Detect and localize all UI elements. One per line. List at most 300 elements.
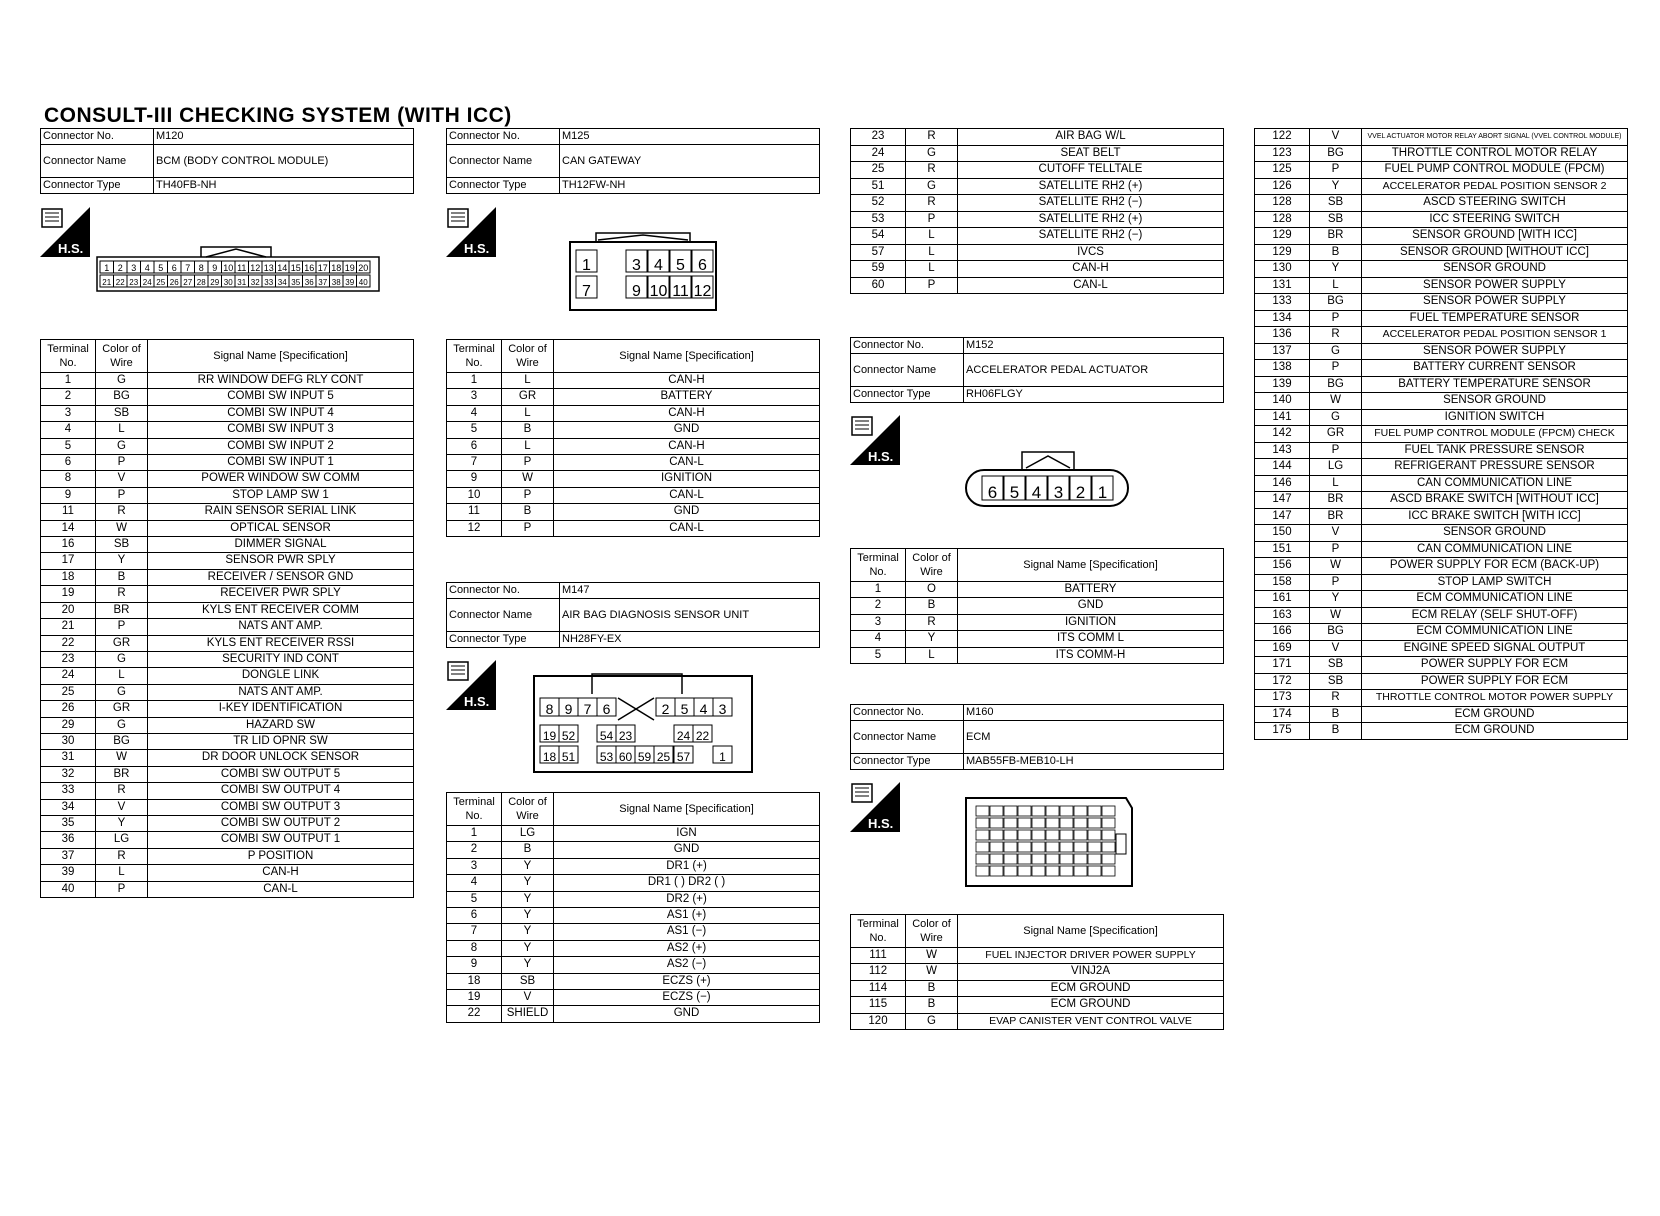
wire-color: BG [1310,294,1362,311]
terminal-no: 144 [1255,459,1310,476]
wire-color: BG [1310,145,1362,162]
signal-name: OPTICAL SENSOR [148,520,414,536]
table-row [447,826,820,842]
pin-number: 22 [115,278,125,287]
wire-color: Y [502,908,554,924]
label-connector-name: Connector Name [447,599,560,632]
signal-name: COMBI SW INPUT 4 [148,405,414,421]
terminal-no: 23 [851,129,906,146]
signal-name: SEAT BELT [958,145,1224,162]
table-row [1255,162,1628,179]
table-row [851,195,1224,212]
table-row [851,948,1224,964]
pin-cell [1060,866,1073,876]
pin-number: 9 [212,263,218,273]
pin-cell [1004,866,1017,876]
table-row [41,717,414,733]
signal-name: DR1 (+) [554,858,820,874]
wire-color: B [1310,723,1362,740]
terminal-no: 8 [447,940,502,956]
m125-connector-diagram [568,232,720,312]
wire-color: P [1310,442,1362,459]
wire-color: W [96,750,148,766]
wire-color: SB [502,973,554,989]
table-row [1255,706,1628,723]
signal-name: ECZS (−) [554,990,820,1006]
terminal-no: 128 [1255,195,1310,212]
signal-name: POWER SUPPLY FOR ECM [1362,657,1628,674]
signal-name: SATELLITE RH2 (−) [958,195,1224,212]
table-row [851,631,1224,647]
pin-number: 2 [661,701,670,717]
label-connector-type: Connector Type [447,632,560,648]
terminal-no: 2 [851,598,906,614]
signal-name: IGNITION SWITCH [1362,409,1628,426]
m147-connector-diagram [532,670,754,774]
pin-number: 8 [198,263,204,273]
terminal-no: 25 [851,162,906,179]
signal-name: NATS ANT AMP. [148,684,414,700]
hs-icon [446,207,496,257]
wire-color: SB [1310,195,1362,212]
wire-color: W [906,964,958,980]
table-row [851,178,1224,195]
table-row [41,405,414,421]
terminal-no: 174 [1255,706,1310,723]
wire-color: LG [1310,459,1362,476]
m147-connector-name: AIR BAG DIAGNOSIS SENSOR UNIT [560,599,820,632]
signal-name: BATTERY [958,582,1224,598]
table-row [447,973,820,989]
table-row [41,799,414,815]
pin-cell [1074,830,1087,840]
pin-number: 26 [169,278,179,287]
table-row [1255,607,1628,624]
table-row [1255,723,1628,740]
table-row [1255,145,1628,162]
header-terminal-no: Terminal No. [851,915,906,948]
wire-color: L [96,865,148,881]
pin-number: 32 [250,278,260,287]
terminal-no: 156 [1255,558,1310,575]
signal-name: CUTOFF TELLTALE [958,162,1224,179]
terminal-no: 169 [1255,640,1310,657]
pin-number: 1 [719,750,726,764]
table-row [851,647,1224,663]
terminal-no: 122 [1255,129,1310,146]
m160-connector-diagram [956,794,1136,894]
wire-color: R [906,162,958,179]
m120-connector-diagram [96,245,380,295]
table-row [41,733,414,749]
table-row [851,162,1224,179]
signal-name: SATELLITE RH2 (+) [958,178,1224,195]
wire-color: Y [1310,591,1362,608]
pin-cell [1046,866,1059,876]
terminal-no: 5 [41,438,96,454]
signal-name: GND [958,598,1224,614]
pin-number: 36 [304,278,314,287]
pin-number: 10 [649,283,668,300]
terminal-no: 22 [41,635,96,651]
terminal-no: 9 [447,957,502,973]
table-row [447,373,820,389]
table-row [447,455,820,471]
pin-cell [1004,818,1017,828]
terminal-no: 21 [41,619,96,635]
pin-cell [1060,818,1073,828]
pin-cell [1032,866,1045,876]
terminal-no: 131 [1255,277,1310,294]
header-signal-name: Signal Name [Specification] [554,793,820,826]
signal-name: CAN-L [958,277,1224,294]
signal-name: AS2 (−) [554,957,820,973]
pin-number: 38 [331,278,341,287]
pin-cell [990,854,1003,864]
pin-cell [1088,830,1101,840]
terminal-no: 166 [1255,624,1310,641]
header-color-of-wire: Color of Wire [502,793,554,826]
hs-label: H.S. [464,694,490,709]
terminal-no: 129 [1255,244,1310,261]
signal-name: CAN-L [554,455,820,471]
wire-color: W [1310,607,1362,624]
label-connector-no: Connector No. [447,129,560,145]
wire-color: G [96,373,148,389]
signal-name: RECEIVER PWR SPLY [148,586,414,602]
wire-color: P [906,211,958,228]
signal-name: KYLS ENT RECEIVER COMM [148,602,414,618]
terminal-no: 34 [41,799,96,815]
table-row [447,487,820,503]
terminal-no: 4 [447,875,502,891]
wire-color: GR [1310,426,1362,443]
table-row [851,964,1224,980]
pin-number: 31 [237,278,247,287]
terminal-no: 123 [1255,145,1310,162]
terminal-no: 25 [41,684,96,700]
pin-cell [1018,818,1031,828]
pin-cell [1032,806,1045,816]
table-row [851,277,1224,294]
table-row [447,858,820,874]
table-row [1255,558,1628,575]
wire-color: P [96,487,148,503]
terminal-no: 11 [447,504,502,520]
m160-connector-type: MAB55FB-MEB10-LH [964,754,1224,770]
wire-color: L [1310,277,1362,294]
wire-color: R [96,586,148,602]
label-connector-name: Connector Name [41,145,154,178]
terminal-no: 147 [1255,492,1310,509]
pin-cell [1060,854,1073,864]
table-row [1255,541,1628,558]
table-row [41,701,414,717]
signal-name: I-KEY IDENTIFICATION [148,701,414,717]
terminal-no: 1 [851,582,906,598]
wire-color: G [906,1013,958,1029]
table-row [447,875,820,891]
label-connector-type: Connector Type [851,754,964,770]
signal-name: DR1 ( ) DR2 ( ) [554,875,820,891]
label-connector-name: Connector Name [851,354,964,387]
hs-icon [850,782,900,832]
label-connector-type: Connector Type [41,178,154,194]
pin-cell [1102,830,1115,840]
signal-name: AS1 (−) [554,924,820,940]
signal-name: ITS COMM-H [958,647,1224,663]
pin-number: 27 [183,278,193,287]
wire-color: B [502,422,554,438]
table-row [1255,327,1628,344]
label-connector-name: Connector Name [447,145,560,178]
table-row [41,389,414,405]
pin-number: 5 [676,257,685,274]
terminal-no: 137 [1255,343,1310,360]
terminal-no: 138 [1255,360,1310,377]
table-row [851,598,1224,614]
wire-color: GR [502,389,554,405]
signal-name: SECURITY IND CONT [148,651,414,667]
pin-cell [1102,866,1115,876]
terminal-no: 19 [447,990,502,1006]
wire-color: BR [1310,492,1362,509]
terminal-no: 19 [41,586,96,602]
table-row [1255,525,1628,542]
terminal-no: 141 [1255,409,1310,426]
signal-name: CAN-L [148,881,414,897]
table-row [447,842,820,858]
wire-color: L [502,405,554,421]
terminal-no: 6 [447,908,502,924]
table-row [41,504,414,520]
wire-color: G [1310,343,1362,360]
signal-name: DR DOOR UNLOCK SENSOR [148,750,414,766]
terminal-no: 3 [41,405,96,421]
terminal-no: 24 [41,668,96,684]
pin-cell [1102,818,1115,828]
terminal-no: 2 [41,389,96,405]
signal-name: RR WINDOW DEFG RLY CONT [148,373,414,389]
signal-name: ECM GROUND [958,980,1224,996]
table-row [1255,475,1628,492]
signal-name: GND [554,1006,820,1022]
table-row [1255,195,1628,212]
pin-number: 59 [637,750,652,764]
pin-cell [1032,830,1045,840]
pin-number: 54 [599,729,614,743]
signal-name: POWER WINDOW SW COMM [148,471,414,487]
wire-color: Y [906,631,958,647]
wire-color: V [1310,640,1362,657]
terminal-no: 9 [41,487,96,503]
pin-cell [1018,806,1031,816]
pin-cell [1032,842,1045,852]
table-row [447,520,820,536]
table-row [447,908,820,924]
table-row [41,438,414,454]
table-row [1255,310,1628,327]
pin-cell [1004,830,1017,840]
label-connector-type: Connector Type [851,387,964,403]
table-row [1255,360,1628,377]
signal-name: AIR BAG W/L [958,129,1224,146]
m125-info-table [446,128,820,194]
terminal-no: 143 [1255,442,1310,459]
wire-color: Y [502,924,554,940]
signal-name: SENSOR GROUND [1362,525,1628,542]
wire-color: G [906,178,958,195]
wire-color: L [906,244,958,261]
pin-cell [1018,830,1031,840]
signal-name: COMBI SW INPUT 2 [148,438,414,454]
hs-label: H.S. [464,241,490,256]
pin-number: 24 [676,729,691,743]
table-row [851,582,1224,598]
pin-number: 6 [987,483,998,502]
pin-cell [990,866,1003,876]
signal-name: CAN COMMUNICATION LINE [1362,475,1628,492]
pin-cell [976,842,989,852]
pin-number: 37 [318,278,328,287]
signal-name: COMBI SW OUTPUT 4 [148,783,414,799]
pin-cell [1004,806,1017,816]
m125-connector-no: M125 [560,129,820,145]
pin-cell [1004,842,1017,852]
table-row [41,569,414,585]
pin-number: 53 [599,750,614,764]
label-connector-no: Connector No. [447,583,560,599]
terminal-no: 32 [41,766,96,782]
terminal-no: 6 [41,455,96,471]
pin-cell [1088,866,1101,876]
table-row [447,389,820,405]
terminal-no: 7 [447,924,502,940]
terminal-no: 18 [447,973,502,989]
wire-color: V [96,799,148,815]
wire-color: V [1310,525,1362,542]
wire-color: LG [96,832,148,848]
terminal-no: 2 [447,842,502,858]
table-row [41,865,414,881]
m147-terminal-table [446,792,820,1023]
terminal-no: 4 [447,405,502,421]
hs-label: H.S. [868,816,894,831]
pin-cell [976,818,989,828]
terminal-no: 29 [41,717,96,733]
wire-color: BG [1310,624,1362,641]
pin-number: 12 [250,263,261,273]
signal-name: POWER SUPPLY FOR ECM (BACK-UP) [1362,558,1628,575]
signal-name: TR LID OPNR SW [148,733,414,749]
signal-name: CAN COMMUNICATION LINE [1362,541,1628,558]
signal-name: THROTTLE CONTROL MOTOR POWER SUPPLY [1362,690,1628,707]
m120-connector-type: TH40FB-NH [154,178,414,194]
signal-name: ECM COMMUNICATION LINE [1362,624,1628,641]
table-row [1255,508,1628,525]
terminal-no: 3 [851,614,906,630]
wire-color: P [96,881,148,897]
table-row [1255,673,1628,690]
signal-name: VINJ2A [958,964,1224,980]
terminal-no: 39 [41,865,96,881]
wire-color: G [96,651,148,667]
signal-name: KYLS ENT RECEIVER RSSI [148,635,414,651]
signal-name: REFRIGERANT PRESSURE SENSOR [1362,459,1628,476]
pin-cell [1088,818,1101,828]
terminal-no: 163 [1255,607,1310,624]
wire-color: R [906,129,958,146]
wire-color: P [1310,574,1362,591]
table-row [1255,591,1628,608]
signal-name: IGNITION [554,471,820,487]
m125-connector-name: CAN GATEWAY [560,145,820,178]
signal-name: GND [554,422,820,438]
signal-name: SENSOR GROUND [WITHOUT ICC] [1362,244,1628,261]
table-row [1255,657,1628,674]
signal-name: FUEL TEMPERATURE SENSOR [1362,310,1628,327]
signal-name: FUEL PUMP CONTROL MODULE (FPCM) CHECK [1362,426,1628,443]
pin-cell [1046,854,1059,864]
table-row [851,228,1224,245]
signal-name: COMBI SW INPUT 5 [148,389,414,405]
signal-name: SENSOR POWER SUPPLY [1362,277,1628,294]
wire-color: P [1310,310,1362,327]
label-connector-no: Connector No. [851,338,964,354]
pin-number: 3 [131,263,137,273]
signal-name: CAN-H [554,405,820,421]
wire-color: SB [96,537,148,553]
table-row [41,487,414,503]
terminal-no: 139 [1255,376,1310,393]
pin-number: 18 [542,750,557,764]
signal-name: COMBI SW INPUT 3 [148,422,414,438]
pin-number: 1 [104,263,110,273]
wire-color: L [502,438,554,454]
signal-name: THROTTLE CONTROL MOTOR RELAY [1362,145,1628,162]
terminal-no: 125 [1255,162,1310,179]
pin-cell [1018,854,1031,864]
signal-name: SENSOR PWR SPLY [148,553,414,569]
signal-name: ECZS (+) [554,973,820,989]
wire-color: SB [96,405,148,421]
signal-name: CAN-H [554,373,820,389]
table-row [41,537,414,553]
pin-cell [976,866,989,876]
m120-connector-no: M120 [154,129,414,145]
table-row [1255,129,1628,146]
wire-color: SB [1310,673,1362,690]
m152-connector-diagram [964,450,1130,510]
wire-color: L [906,261,958,278]
signal-name: GND [554,504,820,520]
signal-name: SATELLITE RH2 (+) [958,211,1224,228]
terminal-no: 3 [447,389,502,405]
wire-color: Y [1310,261,1362,278]
table-row [1255,640,1628,657]
signal-name: HAZARD SW [148,717,414,733]
hs-icon [40,207,90,257]
wire-color: Y [1310,178,1362,195]
wire-color: GR [96,635,148,651]
signal-name: CAN-L [554,487,820,503]
pin-number: 4 [144,263,150,273]
pin-number: 19 [344,263,355,273]
terminal-no: 161 [1255,591,1310,608]
table-row [447,471,820,487]
wire-color: W [906,948,958,964]
signal-name: COMBI SW INPUT 1 [148,455,414,471]
